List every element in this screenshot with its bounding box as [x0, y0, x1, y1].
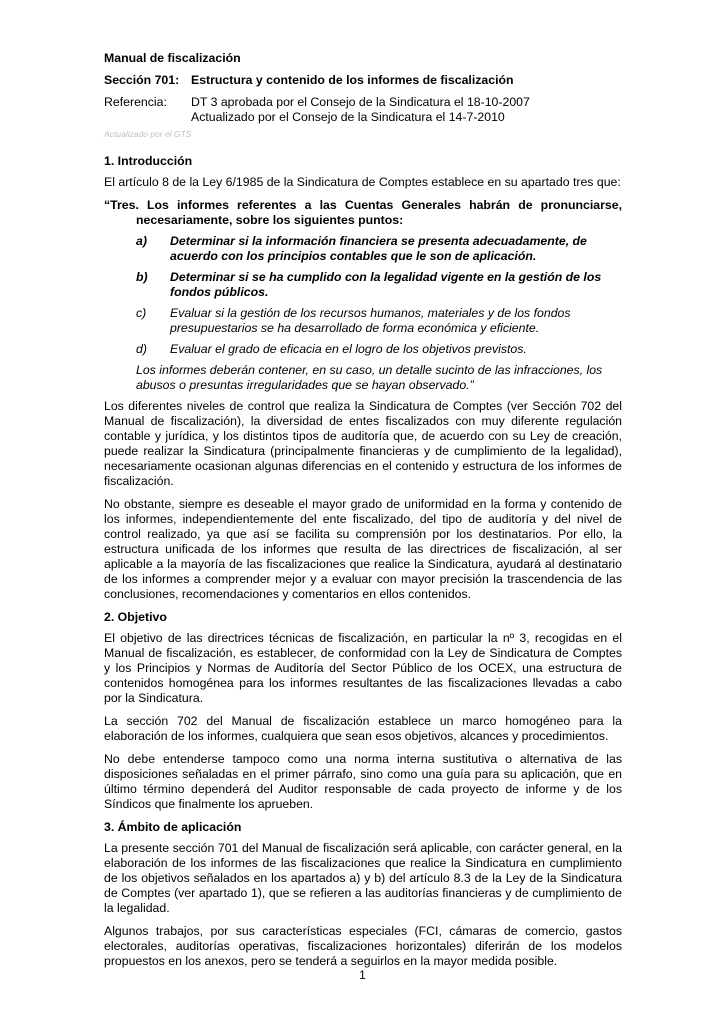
section-1-heading: 1. Introducción	[104, 154, 193, 168]
section-3-paragraph-1: La presente sección 701 del Manual de fiscalización será aplicable, con carácter general, en la elaboración de los informes de las fiscalizaciones que realice la Sindicatura en cumplimiento de los objetivos señalados en los apartados a) y b) del artículo 8.3 de la Ley de la Sindicatura de Comptes (ver apartado 1), que se refieren a las auditorías financieras y de cumplimiento de la legalidad.	[104, 841, 622, 915]
quote-item-letter: a)	[136, 234, 147, 248]
quote-item-text: Evaluar el grado de eficacia en el logro de los objetivos previstos.	[170, 342, 527, 356]
manual-title: Manual de fiscalización	[104, 51, 241, 65]
quote-item-b	[104, 270, 622, 300]
section-1-paragraph-1: Los diferentes niveles de control que realiza la Sindicatura de Comptes (ver Sección 702 del Manual de fiscalización), la diversidad de entes fiscalizados con muy diferente regulación contable y jurídica, y los distintos tipos de auditoría que, de acuerdo con su Ley de creación, puede realizar la Sindicatura (principalmente financieras y de cumplimiento de la legalidad), necesariamente ocasionan algunas diferencias en el contenido y estructura de los informes de fiscalización.	[104, 399, 622, 488]
quote-item-c	[104, 306, 622, 336]
quote-item-a	[104, 234, 622, 264]
update-note: Actualizado por el GTS	[104, 129, 192, 139]
quote-item-text: Determinar si la información financiera se presenta adecuadamente, de acuerdo con los principios contables que le son de aplicación.	[170, 234, 587, 263]
page-number: 1	[359, 968, 366, 982]
quote-item-letter: b)	[136, 270, 148, 284]
reference-value	[191, 95, 622, 125]
section-label: Sección 701:	[104, 73, 180, 87]
reference-label: Referencia:	[104, 95, 167, 109]
section-2-paragraph-3: No debe entenderse tampoco como una norma interna sustitutiva o alternativa de las disposiciones señaladas en el primer párrafo, sino como una guía para su aplicación, que en último término dependerá del Auditor responsable de cada proyecto de informe y de los Síndicos que finalmente los aprueben.	[104, 752, 622, 811]
reference-row	[104, 95, 622, 125]
section-header-row	[104, 73, 622, 88]
document-page	[104, 51, 622, 977]
quote-item-d	[104, 342, 622, 357]
section-title: Estructura y contenido de los informes de fiscalización	[191, 73, 514, 87]
section-2-heading: 2. Objetivo	[104, 610, 167, 624]
quote-intro: “Tres. Los informes referentes a las Cuentas Generales habrán de pronunciarse, necesariamente, sobre los siguientes puntos:	[104, 198, 622, 227]
quote-item-text: Evaluar si la gestión de los recursos humanos, materiales y de los fondos presupuestarios se ha desarrollado de forma económica y eficiente.	[170, 306, 571, 335]
reference-line-2: Actualizado por el Consejo de la Sindicatura el 14-7-2010	[191, 110, 505, 124]
section-1-paragraph-2: No obstante, siempre es deseable el mayor grado de uniformidad en la forma y contenido de los informes, independientemente del ente fiscalizado, del tipo de auditoría y del nivel de control realizado, ya que así se facilita su comprensión por los destinatarios. Por ello, la estructura unificada de los informes que resulta de las directrices de fiscalización, al ser aplicable a la mayoría de las fiscalizaciones que realice la Sindicatura, ayudará al destinatario de los informes a comprender mejor y a evaluar con mayor precisión la trascendencia de las conclusiones, recomendaciones y comentarios en ellos contenidos.	[104, 497, 622, 601]
section-2-paragraph-2: La sección 702 del Manual de fiscalización establece un marco homogéneo para la elaboración de los informes, cualquiera que sean esos objetivos, alcances y procedimientos.	[104, 714, 622, 743]
section-3-paragraph-2: Algunos trabajos, por sus características especiales (FCI, cámaras de comercio, gastos electorales, auditorías operativas, fiscalizaciones horizontales) diferirán de los modelos propuestos en los anexos, pero se tenderá a seguirlos en la mayor medida posible.	[104, 924, 622, 968]
quote-item-text: Determinar si se ha cumplido con la legalidad vigente en la gestión de los fondos públicos.	[170, 270, 602, 299]
section-2-paragraph-1: El objetivo de las directrices técnicas de fiscalización, en particular la nº 3, recogidas en el Manual de fiscalización, es establecer, de conformidad con la Ley de Sindicatura de Comptes y los Principios y Normas de Auditoría del Sector Público de los OCEX, una estructura de contenidos homogénea para los informes resultantes de las fiscalizaciones llevadas a cabo por la Sindicatura.	[104, 631, 622, 705]
reference-line-1: DT 3 aprobada por el Consejo de la Sindicatura el 18-10-2007	[191, 95, 530, 109]
quote-item-letter: c)	[136, 306, 147, 320]
quote-close: Los informes deberán contener, en su caso, un detalle sucinto de las infracciones, los abusos o presuntas irregularidades que se hayan observado.”	[136, 363, 603, 392]
section-1-intro: El artículo 8 de la Ley 6/1985 de la Sindicatura de Comptes establece en su apartado tres que:	[104, 175, 621, 189]
section-3-heading: 3. Ámbito de aplicación	[104, 820, 242, 834]
quote-item-letter: d)	[136, 342, 147, 356]
